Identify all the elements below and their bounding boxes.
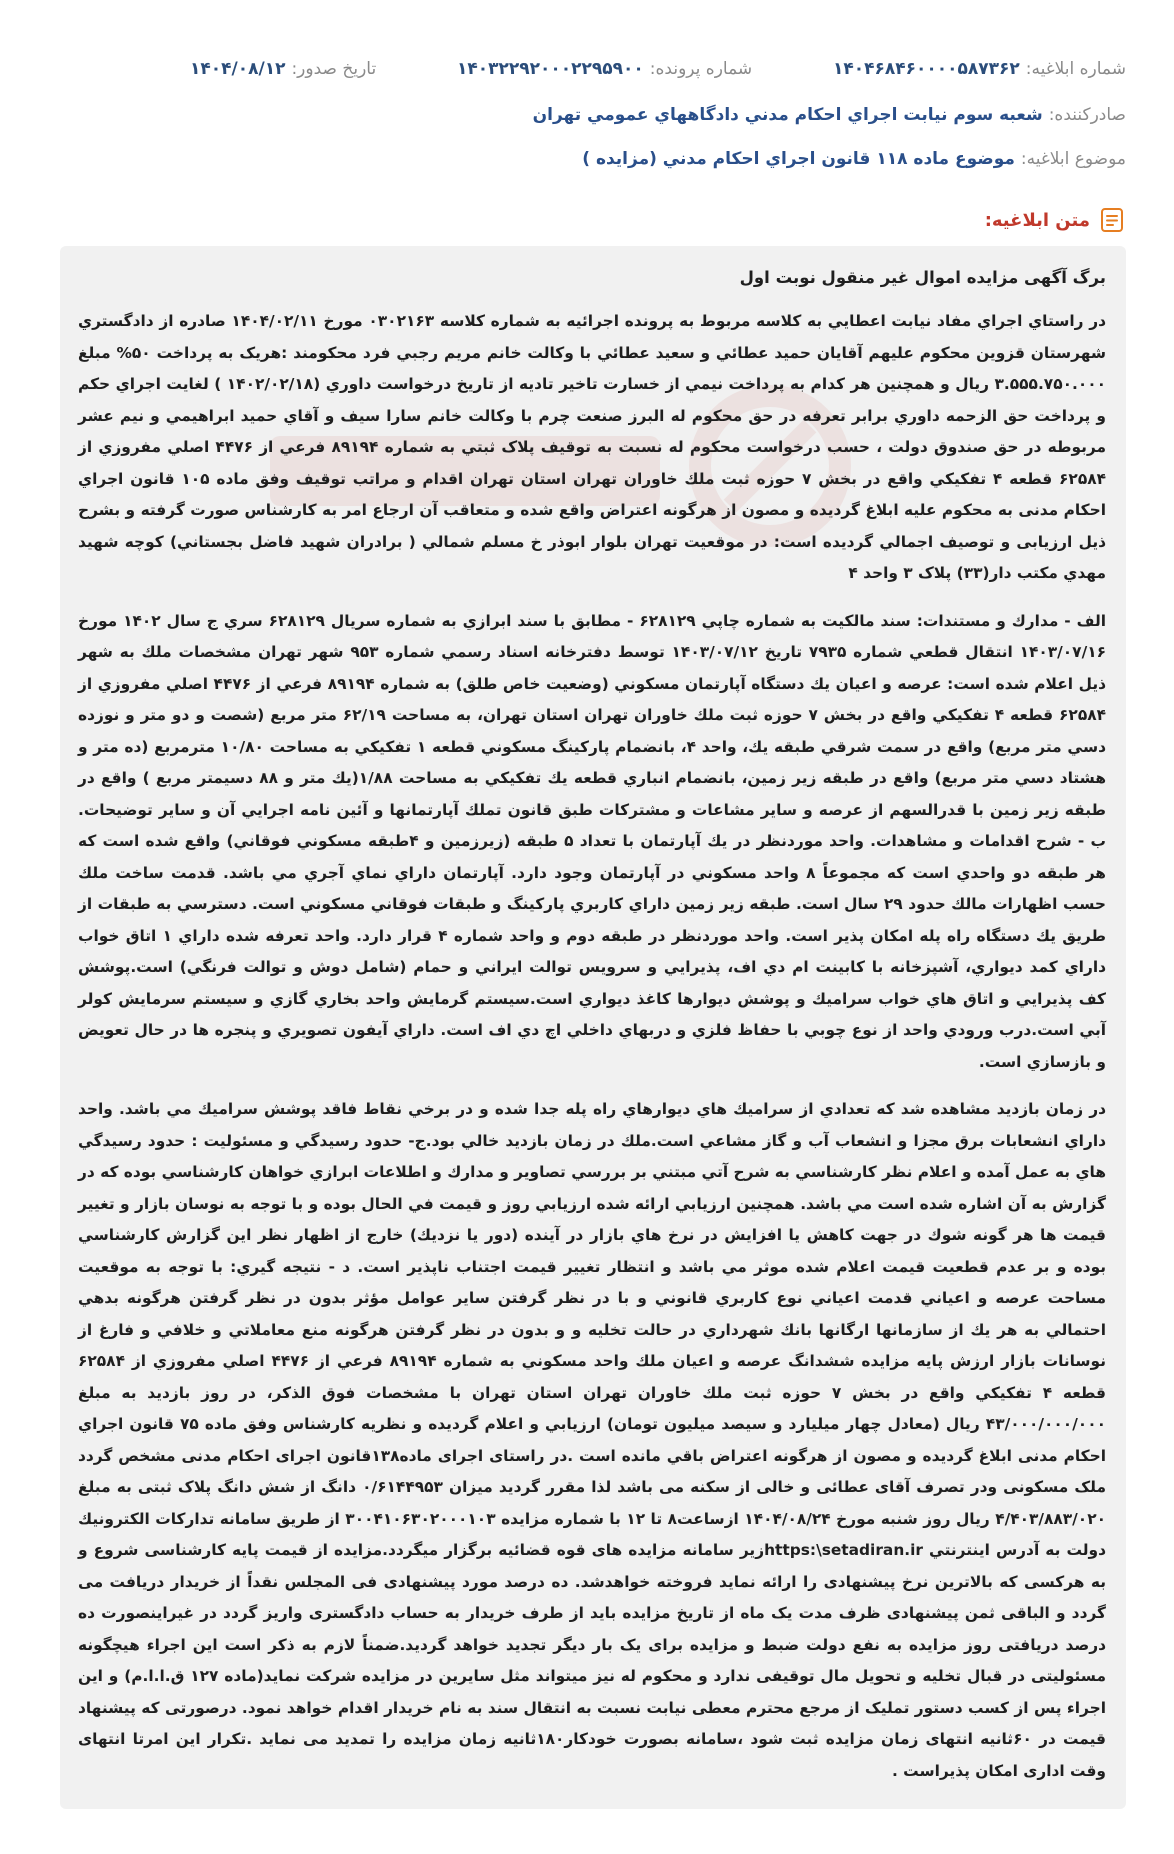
subject bbox=[582, 149, 1126, 169]
header-row-numbers bbox=[60, 52, 1126, 86]
section-title: متن ابلاغيه: bbox=[984, 209, 1090, 231]
issue-date-label: تاريخ صدور: bbox=[291, 59, 377, 79]
notice-content-box bbox=[60, 246, 1126, 1809]
subject-value: موضوع ماده ۱۱۸ قانون اجراي احکام مدني (مزايده ) bbox=[582, 149, 1015, 169]
paragraph-1: در راستاي اجراي مفاد نيابت اعطايي به کلاسه مربوط به پرونده اجرائيه به شماره کلاسه ۰۳۰۲۱۶۳ مورخ ۱۴۰۴/۰۲/۱۱ صادره از دادگستري شهرستان قزوين محکوم عليهم آقايان حميد عطائي و سعيد عطائي با وکالت خانم مريم رجبي فرد محکومند :هريک به پرداخت ۵۰% مبلغ ۳.۵۵۵.۷۵۰.۰۰۰ ريال و همچنين هر کدام به پرداخت نيمي از خسارت تاخير تاديه از تاريخ درخواست داوري (۱۴۰۲/۰۲/۱۸ ) لغايت اجراي حکم و پرداخت حق الزحمه داوري برابر تعرفه در حق محکوم له البرز صنعت چرم با وکالت خانم سارا سيف و آقاي حميد ابراهيمي و نيم عشر مربوطه در حق صندوق دولت ، حسب درخواست محکوم له نسبت به توقيف پلاک ثبتي به شماره ۸۹۱۹۴ فرعي از ۴۴۷۶ اصلي مفروزي از ۶۲۵۸۴ قطعه ۴ تفکيکي واقع در بخش ۷ حوزه ثبت ملك خاوران تهران استان تهران اقدام و مراتب توقيف وفق ماده ۱۰۵ قانون اجراي احکام مدنی به محکوم عليه ابلاغ گرديده و مصون از هرگونه اعتراض واقع شده و متعاقب آن ارجاع امر به کارشناس صورت گرفته و بشرح ذيل ارزيابی و توصيف اجمالي گرديده است: در موقعيت تهران بلوار ابوذر خ مسلم شمالي ( برادران شهيد فاضل بجستاني) کوچه شهيد مهدي مکتب دار(۳۳) پلاک ۳ واحد ۴ bbox=[78, 312, 1107, 582]
notice-text-heading bbox=[60, 204, 1126, 236]
issue-date-value: ۱۴۰۴/۰۸/۱۲ bbox=[190, 59, 286, 79]
paragraph-2: الف - مدارك و مستندات: سند مالکيت به شماره چاپي ۶۲۸۱۲۹ - مطابق با سند ابرازي به شماره سريال ۶۲۸۱۲۹ سري ج سال ۱۴۰۲ مورخ ۱۴۰۳/۰۷/۱۶ انتقال قطعي شماره ۷۹۳۵ تاريخ ۱۴۰۳/۰۷/۱۲ توسط دفترخانه اسناد رسمي شماره ۹۵۳ شهر تهران مشخصات ملك به شهر ذيل اعلام شده است: عرصه و اعيان يك دستگاه آپارتمان مسکوني (وضعيت خاص طلق) به شماره ۸۹۱۹۴ فرعي از ۴۴۷۶ اصلي مفروزي از ۶۲۵۸۴ قطعه ۴ تفکيکي واقع در بخش ۷ حوزه ثبت ملك خاوران تهران استان تهران، به مساحت ۶۲/۱۹ متر مربع (شصت و دو متر و نوزده دسي متر مربع) واقع در سمت شرقي طبقه يك، واحد ۴، بانضمام پارکينگ مسکوني قطعه ۱ تفکيکي به مساحت ۱۰/۸۰ مترمربع (ده متر و هشتاد دسي متر مربع) واقع در طبقه زير زمين، بانضمام انباري قطعه يك تفکيکي به مساحت ۱/۸۸(يك متر و ۸۸ دسيمتر مربع ) واقع در طبقه زير زمين با قدرالسهم از عرصه و ساير مشاعات و مشترکات طبق قانون تملك آپارتمانها و آئين نامه اجرايي آن و ساير توضيحات. ب - شرح اقدامات و مشاهدات. واحد موردنظر در يك آپارتمان با تعداد ۵ طبقه (زيرزمين و ۴طبقه مسکوني فوقاني) واقع شده است که هر طبقه دو واحدي است که مجموعاً ۸ واحد مسکوني در آپارتمان وجود دارد. آپارتمان داراي نماي آجري مي باشد. قدمت ساخت ملك حسب اظهارات مالك حدود ۲۹ سال است. طبقه زير زمين داراي کاربري پارکينگ و طبقات فوقاني مسکوني است. دسترسي به طبقات از طريق يك دستگاه راه پله امکان پذير است. واحد موردنظر در طبقه دوم و واحد شماره ۴ قرار دارد. واحد تعرفه شده داراي ۱ اتاق خواب داراي کمد ديواري، آشپزخانه با کابينت ام دي اف، پذيرايي و سرويس توالت ايراني و حمام (شامل دوش و توالت فرنگي) است.پوشش کف پذيرايي و اتاق هاي خواب سراميك و پوشش ديوارها کاغذ ديواري است.سيستم گرمايش واحد بخاري گازي و سيستم سرمايش کولر آبي است.درب ورودي واحد از نوع چوبي با حفاظ فلزي و دربهاي داخلي اچ دي اف است. داراي آيفون تصويري و پنجره ها در حال تعويض و بازسازي است. bbox=[78, 611, 1107, 1071]
case-number bbox=[457, 59, 752, 79]
issuer-value: شعبه سوم نيابت اجراي احکام مدني دادگاههاي عمومي تهران bbox=[532, 105, 1043, 125]
paragraph-3: در زمان بازديد مشاهده شد که تعدادي از سراميك هاي ديوارهاي راه پله جدا شده و در برخي نقاط فاقد پوشش سراميك مي باشد. واحد داراي انشعابات برق مجزا و انشعاب آب و گاز مشاعي است.ملك در زمان بازديد خالي بود.ج- حدود رسيدگي و مسئوليت : حدود رسيدگي هاي به عمل آمده و اعلام نظر کارشناسي به شرح آتي مبتني بر بررسي تصاوير و مدارك و اطلاعات ابرازي خواهان کارشناسي بوده که در گزارش به آن اشاره شده است مي باشد. همچنين ارزيابي ارائه شده ارزيابي روز و قيمت في الحال بوده و با توجه به نوسان بازار و تغيير قيمت ها هر گونه شوك در جهت کاهش يا افزايش در نرخ هاي بازار در آينده (دور يا نزديك) خارج از اظهار نظر اين گزارش کارشناسي بوده و بر عدم قطعيت قيمت اعلام شده موثر مي باشد و انتظار تغيير قيمت اجتناب ناپذير است. د - نتيجه گيري: با توجه به موقعيت مساحت عرصه و اعياني قدمت اعياني نوع کاربري قانوني و با در نظر گرفتن ساير عوامل مؤثر بدون در نظر گرفتن هرگونه بدهي احتمالي به هر يك از سازمانها ارگانها بانك شهرداري در حالت تخليه و و بدون در نظر گرفتن هرگونه منع معاملاتي و خلافي و فارغ از نوسانات بازار ارزش پايه مزايده ششدانگ عرصه و اعيان ملك واحد مسکوني به شماره ۸۹۱۹۴ فرعي از ۴۴۷۶ اصلي مفروزي از ۶۲۵۸۴ قطعه ۴ تفکيکي واقع در بخش ۷ حوزه ثبت ملك خاوران تهران استان تهران با مشخصات فوق الذکر، در روز بازديد به مبلغ ۴۳/۰۰۰/۰۰۰/۰۰۰ ريال (معادل چهار ميليارد و سيصد ميليون تومان) ارزيابي و اعلام گرديده و نظريه کارشناس وفق ماده ۷۵ قانون اجراي احکام مدنی ابلاغ گرديده و مصون از هرگونه اعتراض باقي مانده است .در راستای اجرای ماده۱۳۸قانون اجرای احکام مدنی مشخص گردد ملک مسکونی ودر تصرف آقای عطائی و خالی از سکنه می باشد لذا مقرر گردید میزان ۰/۶۱۴۴۹۵۳ دانگ از شش دانگ پلاک ثبتی به مبلغ ۴/۴۰۳/۸۸۳/۰۲۰ ريال روز شنبه مورخ ۱۴۰۴/۰۸/۲۴ ازساعت۸ تا ۱۲ با شماره مزايده ۳۰۰۴۱۰۶۳۰۲۰۰۰۱۰۳ از طريق سامانه تداركات الكترونيك دولت به آدرس اينترنتي https:\setadiran.irزير سامانه مزايده هاى قوه قضائيه برگزار ميگردد.مزايده از قيمت پايه كارشناسى شروع و به هركسى كه بالاترين نرخ پيشنهادى را ارائه نمايد فروخته خواهدشد. ده درصد مورد پيشنهادى فى المجلس نقداً از خريدار دريافت مى گردد و الباقى ثمن پيشنهادى ظرف مدت يک ماه از تاريخ مزايده بايد از طرف خريدار به حساب دادگسترى واريز گردد در غيراينصورت ده درصد دريافتى روز مزايده به نفع دولت ضبط و مزايده براى يک بار ديگر تجديد خواهد گرديد.ضمناً لازم به ذكر است اين اجراء هيچگونه مسئوليتى در قبال تخليه و تحويل مال توقيفى ندارد و محكوم له نيز ميتواند مثل سايرين در مزايده شركت نمايد(ماده ۱۲۷ ق.ا.ا.م) و اين اجراء پس از كسب دستور تمليک از مرجع محترم معطى نيابت نسبت به انتقال سند به نام خريدار اقدام خواهد نمود. درصورتی که پیشنهاد قیمت در ۶۰ثانیه انتهای زمان مزایده ثبت شود ،سامانه بصورت خودکار۱۸۰ثانیه زمان مزایده را تمدید می نماید .تکرار این امرتا انتهای وقت اداری امکان پذیراست . bbox=[78, 1100, 1106, 1780]
notice-number bbox=[833, 59, 1126, 79]
issuer-label: صادرکننده: bbox=[1048, 105, 1126, 125]
issuer bbox=[533, 105, 1126, 125]
notice-number-value: ۱۴۰۴۶۸۴۶۰۰۰۰۵۸۷۳۶۲ bbox=[832, 59, 1020, 79]
notice-number-label: شماره ابلاغيه: bbox=[1025, 59, 1126, 79]
issue-date bbox=[190, 59, 376, 79]
document-title: برگ آگهی مزایده اموال غیر منقول نوبت اول bbox=[739, 268, 1106, 287]
note-list-icon bbox=[1098, 206, 1126, 234]
header-row-subject bbox=[60, 142, 1126, 176]
subject-label: موضوع ابلاغيه: bbox=[1020, 149, 1126, 169]
case-number-label: شماره پرونده: bbox=[649, 59, 753, 79]
case-number-value: ۱۴۰۳۲۲۹۲۰۰۰۲۲۹۵۹۰۰ bbox=[457, 59, 644, 79]
header-row-issuer bbox=[60, 98, 1126, 132]
